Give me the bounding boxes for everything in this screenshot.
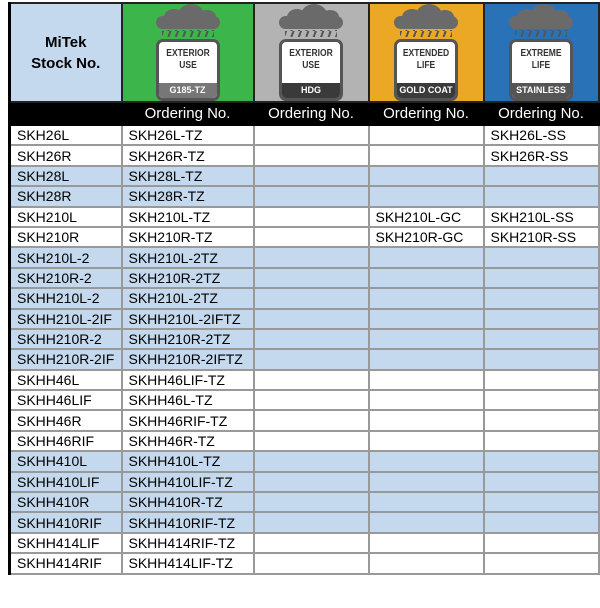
finish-badge	[255, 4, 368, 101]
ordering-number-cell: SKHH414RIF-TZ	[122, 533, 254, 553]
ordering-number-cell	[484, 349, 599, 369]
ordering-number-cell	[484, 512, 599, 532]
ordering-number-cell	[254, 145, 369, 165]
stock-number-cell: SKH26R	[10, 145, 122, 165]
ordering-number-cell: SKHH210L-2IFTZ	[122, 309, 254, 329]
ordering-number-cell: SKHH410L-TZ	[122, 451, 254, 471]
finish-header-hdg	[254, 3, 369, 102]
table-row	[10, 125, 599, 145]
finish-tag	[394, 39, 458, 101]
ordering-no-header: Ordering No.	[122, 102, 254, 125]
table-row	[10, 349, 599, 369]
ordering-number-cell: SKH210L-2TZ	[122, 247, 254, 267]
ordering-number-cell: SKH26L-SS	[484, 125, 599, 145]
ordering-number-cell	[369, 288, 484, 308]
stock-number-cell: SKH28R	[10, 186, 122, 206]
ordering-number-cell	[254, 309, 369, 329]
ordering-number-cell	[254, 370, 369, 390]
table-row	[10, 492, 599, 512]
finish-line2: USE	[178, 60, 197, 71]
ordering-number-cell	[254, 186, 369, 206]
ordering-number-cell: SKHH410RIF-TZ	[122, 512, 254, 532]
ordering-number-cell	[484, 309, 599, 329]
ordering-no-header: Ordering No.	[254, 102, 369, 125]
finish-line2: LIFE	[531, 60, 551, 71]
ordering-number-cell: SKHH410R-TZ	[122, 492, 254, 512]
ordering-number-cell	[254, 390, 369, 410]
ordering-number-cell	[369, 186, 484, 206]
rain-cloud-icon	[152, 4, 224, 30]
ordering-number-cell	[369, 390, 484, 410]
ordering-number-cell	[369, 268, 484, 288]
finish-header-stainless	[484, 3, 599, 102]
finish-line1: EXTERIOR	[165, 48, 210, 59]
ordering-number-cell	[254, 472, 369, 492]
finish-tag	[509, 39, 573, 101]
ordering-number-cell: SKH28L-TZ	[122, 166, 254, 186]
ordering-number-cell	[369, 247, 484, 267]
ordering-number-cell	[254, 125, 369, 145]
finish-line1: EXTERIOR	[289, 48, 333, 59]
ordering-number-cell: SKH26L-TZ	[122, 125, 254, 145]
ordering-number-cell: SKH210L-SS	[484, 207, 599, 227]
ordering-no-header: Ordering No.	[484, 102, 599, 125]
ordering-blank	[10, 102, 122, 125]
ordering-number-cell	[254, 227, 369, 247]
ordering-number-cell: SKH26R-TZ	[122, 145, 254, 165]
rain-icon	[285, 30, 337, 37]
stock-number-cell: SKHH46L	[10, 370, 122, 390]
finish-line1: EXTREME	[520, 48, 562, 59]
table-row	[10, 309, 599, 329]
stock-number-cell: SKHH410RIF	[10, 512, 122, 532]
ordering-number-cell	[369, 553, 484, 573]
ordering-number-cell: SKHH46R-TZ	[122, 431, 254, 451]
ordering-number-cell	[484, 410, 599, 430]
ordering-number-cell: SKH210L-GC	[369, 207, 484, 227]
table-row	[10, 186, 599, 206]
table-row	[10, 370, 599, 390]
finish-tag	[279, 39, 343, 101]
stock-number-header	[10, 3, 122, 102]
finish-line2: LIFE	[416, 60, 436, 71]
table-row	[10, 410, 599, 430]
stock-label-line2: Stock No.	[31, 54, 101, 72]
table-row	[10, 512, 599, 532]
ordering-number-cell: SKHH46L-TZ	[122, 390, 254, 410]
ordering-number-cell: SKH210R-SS	[484, 227, 599, 247]
ordering-number-cell	[484, 329, 599, 349]
stock-number-cell: SKHH414RIF	[10, 553, 122, 573]
stock-number-cell: SKH210L-2	[10, 247, 122, 267]
stock-number-cell: SKHH210R-2	[10, 329, 122, 349]
ordering-number-cell	[369, 431, 484, 451]
ordering-number-cell	[254, 451, 369, 471]
table-row	[10, 451, 599, 471]
ordering-number-cell	[369, 166, 484, 186]
rain-cloud-icon	[505, 4, 577, 30]
ordering-number-cell	[484, 533, 599, 553]
ordering-number-cell	[369, 309, 484, 329]
ordering-number-cell: SKH210R-TZ	[122, 227, 254, 247]
stock-label-line1: MiTek	[45, 33, 87, 51]
ordering-number-cell	[484, 186, 599, 206]
stock-number-cell: SKHH410LIF	[10, 472, 122, 492]
stock-number-cell: SKHH46R	[10, 410, 122, 430]
rain-icon	[515, 30, 567, 37]
ordering-number-cell: SKHH410LIF-TZ	[122, 472, 254, 492]
ordering-number-cell	[254, 288, 369, 308]
stock-number-cell: SKHH410L	[10, 451, 122, 471]
stock-number-cell: SKH28L	[10, 166, 122, 186]
ordering-number-cell: SKH210L-2TZ	[122, 288, 254, 308]
rain-icon	[162, 30, 214, 37]
ordering-number-cell: SKHH210R-2TZ	[122, 329, 254, 349]
ordering-number-cell	[254, 533, 369, 553]
ordering-number-cell	[484, 247, 599, 267]
ordering-number-cell	[254, 492, 369, 512]
stock-number-cell: SKHH210R-2IF	[10, 349, 122, 369]
finish-header-gold-coat	[369, 3, 484, 102]
ordering-number-cell	[369, 451, 484, 471]
stock-number-cell: SKHH410R	[10, 492, 122, 512]
finish-tag	[156, 39, 220, 101]
finish-footer: STAINLESS	[512, 83, 570, 98]
ordering-number-cell	[254, 268, 369, 288]
finish-footer: G185-TZ	[159, 83, 217, 98]
ordering-number-cell	[254, 410, 369, 430]
ordering-number-cell	[484, 268, 599, 288]
finish-footer: GOLD COAT	[397, 83, 455, 98]
ordering-number-cell: SKHH46LIF-TZ	[122, 370, 254, 390]
finish-badge	[123, 4, 253, 101]
table-row	[10, 288, 599, 308]
ordering-number-cell	[254, 553, 369, 573]
ordering-number-cell	[369, 472, 484, 492]
ordering-number-cell	[484, 370, 599, 390]
ordering-number-cell	[254, 349, 369, 369]
ordering-number-cell: SKH28R-TZ	[122, 186, 254, 206]
ordering-number-cell	[484, 431, 599, 451]
finish-badge	[485, 4, 598, 101]
ordering-number-cell	[369, 370, 484, 390]
ordering-number-cell	[484, 553, 599, 573]
ordering-number-cell	[369, 410, 484, 430]
stock-number-cell: SKHH414LIF	[10, 533, 122, 553]
ordering-number-cell: SKH210R-GC	[369, 227, 484, 247]
ordering-number-cell: SKHH414LIF-TZ	[122, 553, 254, 573]
ordering-number-cell: SKH26R-SS	[484, 145, 599, 165]
table-row	[10, 145, 599, 165]
ordering-number-cell	[484, 166, 599, 186]
ordering-number-cell	[484, 472, 599, 492]
stock-number-cell: SKH210L	[10, 207, 122, 227]
stock-number-cell: SKH26L	[10, 125, 122, 145]
rain-cloud-icon	[390, 4, 462, 30]
table-row	[10, 227, 599, 247]
ordering-number-cell	[369, 533, 484, 553]
table-row	[10, 553, 599, 573]
ordering-number-cell: SKHH210R-2IFTZ	[122, 349, 254, 369]
stock-number-cell: SKHH210L-2IF	[10, 309, 122, 329]
ordering-number-cell	[254, 166, 369, 186]
rain-cloud-icon	[275, 4, 347, 30]
ordering-number-cell	[369, 492, 484, 512]
stock-number-cell: SKHH46LIF	[10, 390, 122, 410]
table-row	[10, 166, 599, 186]
table-row	[10, 533, 599, 553]
ordering-no-header: Ordering No.	[369, 102, 484, 125]
stock-number-cell: SKH210R-2	[10, 268, 122, 288]
ordering-number-cell	[254, 247, 369, 267]
finish-line2: USE	[302, 60, 320, 71]
ordering-number-cell: SKHH46RIF-TZ	[122, 410, 254, 430]
rain-icon	[400, 30, 452, 37]
ordering-number-cell: SKH210L-TZ	[122, 207, 254, 227]
table-row	[10, 247, 599, 267]
finish-footer: HDG	[282, 83, 340, 98]
table-row	[10, 390, 599, 410]
finish-header-galvanized	[122, 3, 254, 102]
ordering-number-cell: SKH210R-2TZ	[122, 268, 254, 288]
ordering-number-cell	[484, 390, 599, 410]
ordering-number-cell	[254, 512, 369, 532]
finish-line1: EXTENDED	[402, 48, 450, 59]
stock-number-cell: SKH210R	[10, 227, 122, 247]
ordering-number-cell	[254, 329, 369, 349]
stock-table	[8, 2, 600, 575]
finish-badge	[370, 4, 483, 101]
table-row	[10, 472, 599, 492]
table-row	[10, 329, 599, 349]
ordering-number-cell	[484, 451, 599, 471]
ordering-number-cell	[484, 288, 599, 308]
ordering-number-cell	[369, 349, 484, 369]
ordering-number-cell	[254, 207, 369, 227]
stock-number-cell: SKHH210L-2	[10, 288, 122, 308]
ordering-number-cell	[369, 125, 484, 145]
table-row	[10, 207, 599, 227]
ordering-number-cell	[369, 512, 484, 532]
table-row	[10, 431, 599, 451]
table-row	[10, 268, 599, 288]
ordering-number-cell	[484, 492, 599, 512]
ordering-number-cell	[254, 431, 369, 451]
ordering-number-cell	[369, 329, 484, 349]
stock-number-cell: SKHH46RIF	[10, 431, 122, 451]
ordering-number-cell	[369, 145, 484, 165]
